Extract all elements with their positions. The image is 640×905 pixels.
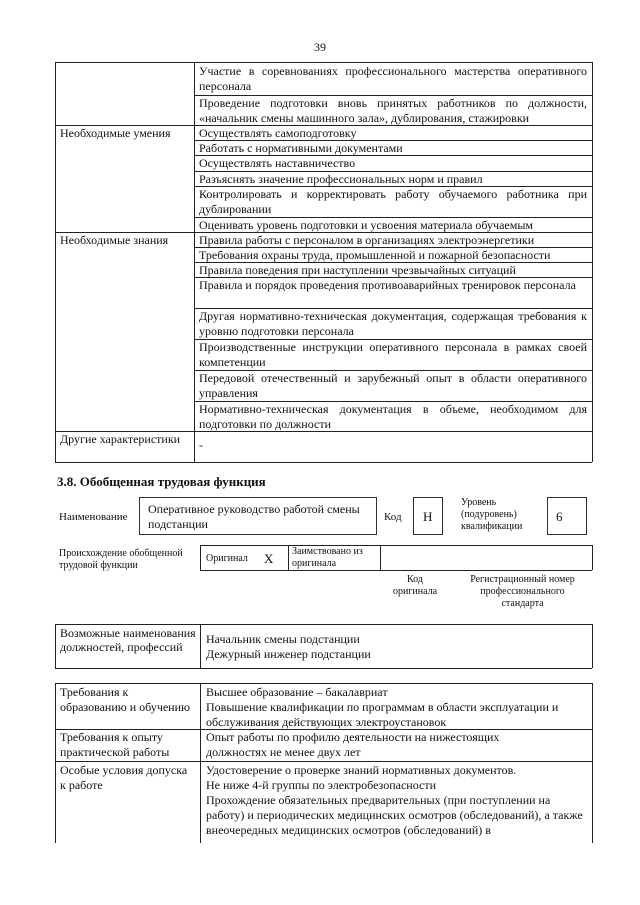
- req-label-education: Требования к образованию и обучению: [60, 685, 190, 714]
- req-value: Не ниже 4-й группы по электробезопасности: [206, 778, 436, 792]
- row-label-knowledge: Необходимые знания: [60, 233, 169, 247]
- position-item: Начальник смены подстанции: [206, 632, 360, 646]
- code-label: Код: [384, 511, 402, 523]
- origin-label: Происхождение обобщенной трудовой функции: [59, 548, 183, 571]
- req-label-experience: Требования к опыту практической работы: [60, 730, 170, 759]
- req-value: Высшее образование – бакалавриат: [206, 685, 388, 699]
- knowledge-item: Производственные инструкции оперативного персонала в рамках своей компетенции: [199, 340, 587, 369]
- row-label-other: Другие характеристики: [60, 432, 181, 446]
- code-value: H: [423, 509, 433, 524]
- original-mark: X: [264, 551, 274, 566]
- page-number: 39: [314, 40, 326, 54]
- level-label: Уровень (подуровень) квалификации: [461, 497, 523, 532]
- other-item: -: [199, 438, 203, 452]
- req-value: Прохождение обязательных предварительных (при поступлении на работу) и периодических медицинских осмотров (обследований), а также внеочередных медицинских осмотров (обследований) в: [206, 793, 583, 837]
- borrowed-label: Заимствовано из оригинала: [292, 546, 363, 569]
- req-value: Опыт работы по профилю деятельности на нижестоящих должностях не менее двух лет: [206, 730, 500, 759]
- knowledge-item: Правила поведения при наступлении чрезвычайных ситуаций: [199, 263, 516, 277]
- skill-item: Участие в соревнованиях профессионального мастерства оперативного персонала: [199, 64, 587, 93]
- level-value: 6: [556, 509, 563, 524]
- skill-item: Работать с нормативными документами: [199, 141, 403, 155]
- position-item: Дежурный инженер подстанции: [206, 647, 371, 661]
- knowledge-item: Требования охраны труда, промышленной и пожарной безопасности: [199, 248, 551, 262]
- original-label: Оригинал: [206, 553, 248, 564]
- knowledge-item: Правила и порядок проведения противоаварийных тренировок персонала: [199, 278, 576, 292]
- code-original-label: Код оригинала: [392, 574, 438, 597]
- name-value: Оперативное руководство работой смены подстанции: [148, 502, 360, 531]
- knowledge-item: Нормативно-техническая документация в объеме, необходимом для подготовки по должности: [199, 402, 587, 431]
- skill-item: Контролировать и корректировать работу обучаемого работника при дублировании: [199, 187, 587, 216]
- skill-item: Проведение подготовки вновь принятых работников по должности, «начальник смены машинного зала», дублирования, стажировки: [199, 96, 587, 125]
- level-box: [547, 497, 587, 535]
- row-label-skills: Необходимые умения: [60, 126, 171, 140]
- name-box: [139, 497, 377, 535]
- positions-label: Возможные наименования должностей, профессий: [60, 626, 196, 654]
- req-label-conditions: Особые условия допуска к работе: [60, 763, 188, 792]
- knowledge-item: Правила работы с персоналом в организациях электроэнергетики: [199, 233, 535, 247]
- skill-item: Осуществлять наставничество: [199, 156, 356, 170]
- reg-number-label: Регистрационный номер профессионального стандарта: [470, 574, 575, 609]
- skill-item: Оценивать уровень подготовки и усвоения материала обучаемым: [199, 218, 533, 232]
- skill-item: Разъяснять значение профессиональных норм и правил: [199, 172, 483, 186]
- req-value: Повышение квалификации по программам в области эксплуатации и обслуживания действующих электроустановок: [206, 700, 559, 729]
- knowledge-item: Передовой отечественный и зарубежный опыт в области оперативного управления: [199, 371, 587, 400]
- skill-item: Осуществлять самоподготовку: [199, 126, 357, 140]
- code-box: [413, 497, 443, 535]
- section-title: 3.8. Обобщенная трудовая функция: [57, 474, 266, 489]
- knowledge-item: Другая нормативно-техническая документация, содержащая требования к уровню подготовки персонала: [199, 309, 587, 338]
- name-label: Наименование: [59, 511, 128, 523]
- req-value: Удостоверение о проверке знаний нормативных документов.: [206, 763, 517, 777]
